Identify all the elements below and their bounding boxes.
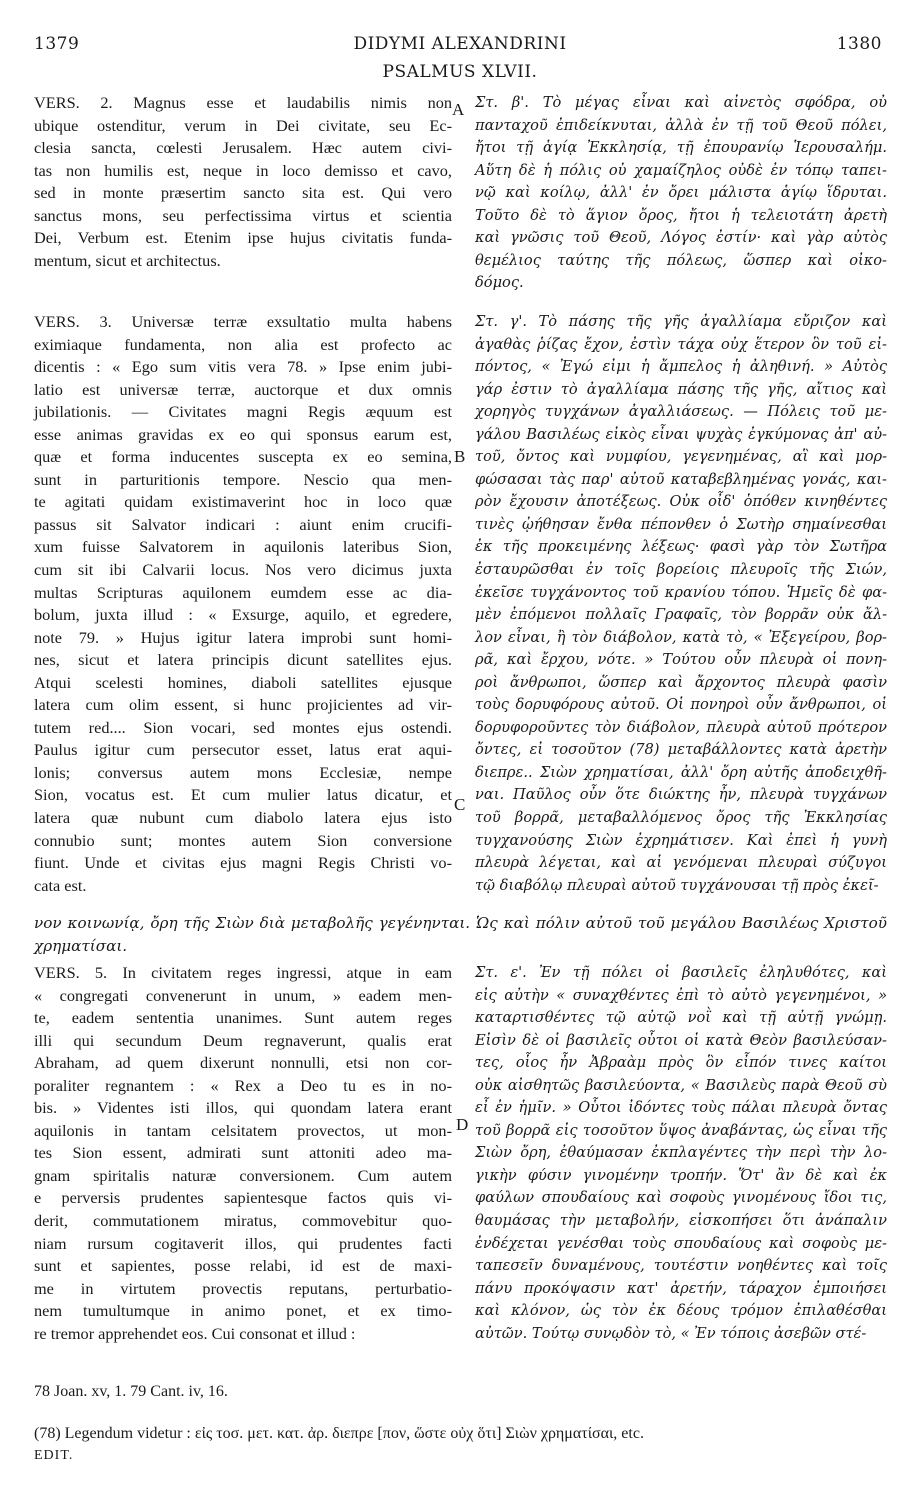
text-line: Sion, vocatus est. Et cum mulier latus dicatur, et [34,785,452,805]
text-line: λον εἶναι, ἢ τὸν διάβολον, κατὰ τὸ, « Ἐξεγείρου, βορ- [475,628,887,646]
running-title: DIDYMI ALEXANDRINI [353,34,567,54]
text-line: καὶ γνῶσις τοῦ Θεοῦ, Λόγος ἐστίν· καὶ γὰρ αὐτὸς [475,229,887,247]
text-line: πλευρὰ λέγεται, καὶ αἱ γενόμεναι πλευραὶ σύζυγοι [475,854,887,872]
margin-marker-c: C [454,795,466,814]
text-line: aquilonis in tantam celsitatem provectos, ut mon- [34,1120,452,1140]
text-line: lonis; conversus autem mons Ecclesiæ, nempe [34,762,452,782]
text-line: eximiaque fundamenta, non alia est profecto ac [34,334,452,354]
text-line: te agitati quidam existimaverint hoc in loco quæ [34,492,452,512]
text-line: cum sit ibi Calvarii locus. Nos vero dicimus juxta [34,560,452,580]
text-line: tes Sion essent, admirati sunt attoniti adeo ma- [34,1143,452,1163]
text-line: mentum, sicut et architectus. [34,250,221,270]
text-line: niam rursum cogitaverit illos, qui prudentes facti [34,1233,452,1253]
text-line: νον κοινωνίᾳ, ὄρη τῆς Σιὼν διὰ μεταβολῆς γεγένηνται. Ὡς καὶ πόλιν αὐτοῦ τοῦ μεγάλου Βασιλέως Χριστοῦ [34,914,887,932]
greek-column-bottom [475,962,887,1345]
margin-marker-b: B [454,447,466,466]
page-number-left: 1379 [34,34,80,54]
text-line: VERS. 2. Magnus esse et laudabilis nimis non [34,93,452,112]
text-line: πόντος, « Ἐγώ εἰμι ἡ ἄμπελος ἡ ἀληθινή. » Αὐτὸς [475,358,887,376]
text-line: νῷ καὶ κοίλῳ, ἀλλ' ἐν ὄρει μάλιστα ἁγίῳ ἵδρυται. [475,184,887,202]
text-line: Εἰσὶν δὲ οἱ βασιλεῖς οὗτοι οἱ κατὰ Θεὸν βασιλεύσαν- [475,1031,887,1049]
text-line: ubique ostenditur, verum in Dei civitate, seu Ec- [34,115,452,135]
text-line: tas non humilis est, neque in loco demisso et cavo, [34,160,452,180]
text-line: μὲν ἑπόμενοι πολλαῖς Γραφαῖς, τὸν βορρᾶν οὐκ ἄλ- [475,606,887,624]
text-line: Στ. β'. Τὸ μέγας εἶναι καὶ αἰνετὸς σφόδρα, οὐ [475,94,887,111]
text-line: γικὴν φύσιν γινομένην τροπήν. Ὅτ' ἂν δὲ καὶ ἐκ [475,1166,887,1184]
text-line: fiunt. Unde et civitas ejus magni Regis Christi vo- [34,853,452,873]
text-line: τινὲς ᾠήθησαν ἔνθα πέπονθεν ὁ Σωτὴρ σημαίνεσθαι [475,515,887,533]
text-line: bis. » Videntes isti illos, qui quondam latera erant [34,1098,452,1118]
margin-marker-d: D [456,1115,469,1134]
text-line: dicentis : « Ego sum vitis vera 78. » Ipse enim jubi- [34,357,452,377]
text-line: τες, οἷος ἦν Ἀβραὰμ πρὸς ὃν εἶπόν τινες καίτοι [475,1054,887,1072]
latin-column-middle [34,311,452,897]
text-line: τοὺς δορυφόρους αὐτοῦ. Οἱ πονηροὶ οὖν ἄνθρωποι, οἱ [475,696,887,714]
text-line: ἀγαθὰς ῥίζας ἔχον, ἐστὶν τάχα οὐχ ἕτερον ὃν τοῦ εἰ- [475,335,887,353]
text-line: e perversis prudentes sapientesque factos quis vi- [34,1188,452,1208]
text-line: διεπρε.. Σιὼν χρηματίσαι, ἀλλ' ὄρη αὐτῆς ἀποδειχθῆ- [475,763,887,781]
text-line: ἐσταυρῶσθαι ἐν τοῖς βορείοις πλευροῖς τῆς Σιών, [475,561,887,579]
text-line: τῷ διαβόλῳ πλευραὶ αὐτοῦ τυγχάνουσαι τῇ πρὸς ἐκεῖ- [475,876,879,894]
text-line: εἰς αὐτὴν « συναχθέντες ἐπὶ τὸ αὐτὸ γεγενημένοι, » [475,986,887,1004]
text-line: VERS. 5. In civitatem reges ingressi, atque in eam [34,963,452,982]
text-line: πανταχοῦ ἐπιδείκνυται, ἀλλὰ ἐν τῇ τοῦ Θεοῦ πόλει, [475,116,887,134]
text-line: ὄντες, εἰ τοσοῦτον (78) μεταβάλλοντες κατὰ ἀρετὴν [475,741,887,759]
text-line: gnam spiritalis naturæ conversionem. Cum autem [34,1165,452,1185]
text-line: θαυμάσας τὴν μεταβολήν, εἰσκοπήσει ὅτι ἀνάπαλιν [475,1212,887,1230]
text-line: clesia sancta, cœlesti Jerusalem. Hæc autem civi- [34,138,452,158]
text-line: quæ et forma inducentes suscepta ex eo semina, [34,447,452,467]
text-line: τυγχανούσης Σιὼν ἐχρημάτισεν. Καὶ ἐπεὶ ἡ γυνὴ [475,831,887,849]
text-line: note 79. » Hujus igitur latera improbi sunt homi- [34,627,452,647]
text-line: ταπεσεῖν δυναμένους, τουτέστιν νοηθέντες καὶ τοῖς [475,1257,887,1275]
text-line: nes, sicut et latera principis dicunt satellites ejus. [34,650,452,670]
text-line: me in virtutem provectis reputans, perturbatio- [34,1278,452,1298]
text-line: γάρ ἐστιν τὸ ἀγαλλίαμα πάσης τῆς γῆς, αἴτιος καὶ [475,380,887,398]
full-width-greek-line [34,912,887,957]
text-line: VERS. 3. Universæ terræ exsultatio multa habens [34,312,452,331]
text-line: χορηγὸς τυγχάνων ἀγαλλιάσεως. — Πόλεις τοῦ με- [475,403,887,421]
text-line: αὐτῶν. Τούτῳ συνῳδὸν τὸ, « Ἐν τόποις ἀσεβῶν στέ- [475,1324,867,1342]
page-number-right: 1380 [836,34,882,54]
text-line: xum fuisse Salvatorem in aquilonis lateribus Sion, [34,537,452,557]
text-line: εἶ ἐν ἡμῖν. » Οὗτοι ἰδόντες τοὺς πάλαι πλευρὰ ὄντας [475,1099,887,1117]
text-line: φώσασαι τὰς παρ' αὐτοῦ καταβεβλημένας γονάς, και- [475,470,887,488]
footnote-references: 78 Joan. xv, 1. 79 Cant. iv, 16. [34,1383,228,1400]
text-line: Αὕτη δὲ ἡ πόλις οὐ χαμαίζηλος οὐδὲ ἐν τόπῳ ταπει- [475,161,887,179]
text-line: φαύλων σπουδαίους καὶ σοφοὺς γινομένους ἴδοι τις, [475,1189,887,1207]
text-line: illi qui secundum Deum regnaverunt, qualis erat [34,1030,452,1050]
text-line: jubilationis. — Civitates magni Regis æquum est [34,402,452,422]
text-line: passus sit Salvator indicari : aiunt enim crucifi- [34,514,452,534]
text-line: θεμέλιος ταύτης τῆς πόλεως, ὥσπερ καὶ οἰκο- [475,251,887,269]
text-line: Atqui scelesti homines, diaboli satellites ejusque [34,672,452,692]
text-line: Στ. γ'. Τὸ πάσης τῆς γῆς ἀγαλλίαμα εὔριζον καὶ [475,313,887,330]
greek-column-top [475,92,887,295]
text-line: ροὶ ἄνθρωποι, ὥσπερ καὶ ἄρχοντος πλευρὰ φασὶν [475,673,887,691]
text-line: sanctus mons, seu perfectissima virtus et scientia [34,205,452,225]
text-line: nem tumultumque in animo ponet, et ex timo- [34,1301,452,1321]
text-line: latio est universæ terræ, auctorque et dux omnis [34,379,452,399]
latin-column-top [34,92,452,272]
text-line: connubio sunt; montes autem Sion conversione [34,830,452,850]
text-line: καὶ κλόνον, ὡς τὸν ἐκ δέους τρόμον ἐπιλαθέσθαι [475,1302,887,1320]
text-line: ρὸν ἔχουσιν ἀποτέξεως. Οὐκ οἶδ' ὁπόθεν κινηθέντες [475,493,887,511]
latin-column-bottom [34,962,452,1345]
text-line: πάνυ προκόψασιν κατ' ἀρετήν, τάραχον ἐμποιήσει [475,1279,887,1297]
text-line: latera cum olim essent, si hunc projicientes ad vir- [34,695,452,715]
text-line: te, eadem sententia unanimes. Sunt autem reges [34,1008,452,1028]
editor-signature: EDIT. [34,1448,74,1463]
text-line: τοῦ βορρᾶ εἰς τοσοῦτον ὕψος ἀναβάντας, ὡς εἶναι τῆς [475,1121,887,1139]
greek-column-middle [475,311,887,897]
text-line: ἐκεῖσε τυγχάνοντος τοῦ κρανίου τόπου. Ἡμεῖς δὲ φα- [475,583,887,601]
text-line: « congregati convenerunt in unum, » eadem men- [34,985,452,1005]
text-line: Abraham, ad quem dixerunt nonnulli, etsi non cor- [34,1053,452,1073]
text-line: τοῦ, ὄντος καὶ νυμφίου, γεγενημένας, αἳ καὶ μορ- [475,448,887,466]
text-line: Στ. ε'. Ἐν τῇ πόλει οἱ βασιλεῖς ἐληλυθότες, καὶ [475,964,887,981]
text-line: cata est. [34,875,87,895]
margin-marker-a: A [452,100,465,119]
text-line: poraliter regnantem : « Rex a Deo tu es in no- [34,1075,452,1095]
text-line: ἤτοι τῇ ἁγίᾳ Ἐκκλησίᾳ, τῇ ἐπουρανίῳ Ἱερουσαλήμ. [475,139,887,157]
text-line: ρᾶ, καὶ ἔρχου, νότε. » Τούτου οὖν πλευρὰ οἱ πονη- [475,651,887,669]
text-line: Τοῦτο δὲ τὸ ἅγιον ὄρος, ἤτοι ἡ τελειοτάτη ἀρετὴ [475,206,887,224]
text-line: multas Scripturas aquilonem eumdem esse ac dia- [34,582,452,602]
text-line: ἐνδέχεται γενέσθαι τοὺς σπουδαίους καὶ σοφοὺς με- [475,1234,887,1252]
editor-footnote: (78) Legendum videtur : εἰς τοσ. μετ. κατ. ἀρ. διεπρε [πον, ὥστε οὐχ ὅτι] Σιὼν χρηματίσαι, etc. [34,1425,644,1442]
text-line: esse animas gravidas ex eo qui sponsus earum est, [34,424,452,444]
text-line: ναι. Παῦλος οὖν ὅτε διώκτης ἦν, πλευρὰ τυγχάνων [475,786,887,804]
text-line: Paulus igitur cum persecutor esset, latus erat aqui- [34,740,452,760]
text-line: tutem red.... Sion vocari, sed montes ejus ostendi. [34,717,452,737]
text-line: sunt et sapientes, posse relabi, id est de maxi- [34,1256,452,1276]
text-line: καταρτισθέντες τῷ αὐτῷ νοῒ καὶ τῇ αὐτῇ γνώμῃ. [475,1009,887,1027]
psalm-heading: PSALMUS XLVII. [382,62,538,82]
text-line: οὐκ αἰσθητῶς βασιλεύοντα, « Βασιλεὺς παρὰ Θεοῦ σὺ [475,1076,887,1094]
text-line: δορυφοροῦντες τὸν διάβολον, πλευρὰ αὐτοῦ πρότερον [475,718,887,736]
text-line: sed in monte præsertim sancto sita est. Qui vero [34,183,452,203]
text-line: bolum, juxta illud : « Exsurge, aquilo, et egredere, [34,605,452,625]
text-line: derit, commutationem miratus, commovebitur quo- [34,1211,452,1231]
text-line: χρηματίσαι. [34,936,128,955]
text-line: sunt in parturitionis tempore. Nescio qua men- [34,469,452,489]
text-line: ἐκ τῆς προκειμένης λέξεως· φασὶ γὰρ τὸν Σωτῆρα [475,538,887,556]
text-line: τοῦ βορρᾶ, μεταβαλλόμενος ὄρος τῆς Ἐκκλησίας [475,809,887,827]
text-line: re tremor apprehendet eos. Cui consonat et illud : [34,1323,356,1343]
text-line: γάλου Βασιλέως εἰκὸς εἶναι ψυχὰς ἐγκύμονας ἀπ' αὐ- [475,425,887,443]
text-line: Dei, Verbum est. Etenim ipse hujus civitatis funda- [34,228,452,248]
text-line: δόμος. [475,274,524,292]
text-line: Σιὼν ὄρη, ἐθαύμασαν ἐκπλαγέντες τὴν περὶ τὴν λο- [475,1144,887,1162]
text-line: latera quæ nubunt cum diabolo latera ejus isto [34,808,452,828]
